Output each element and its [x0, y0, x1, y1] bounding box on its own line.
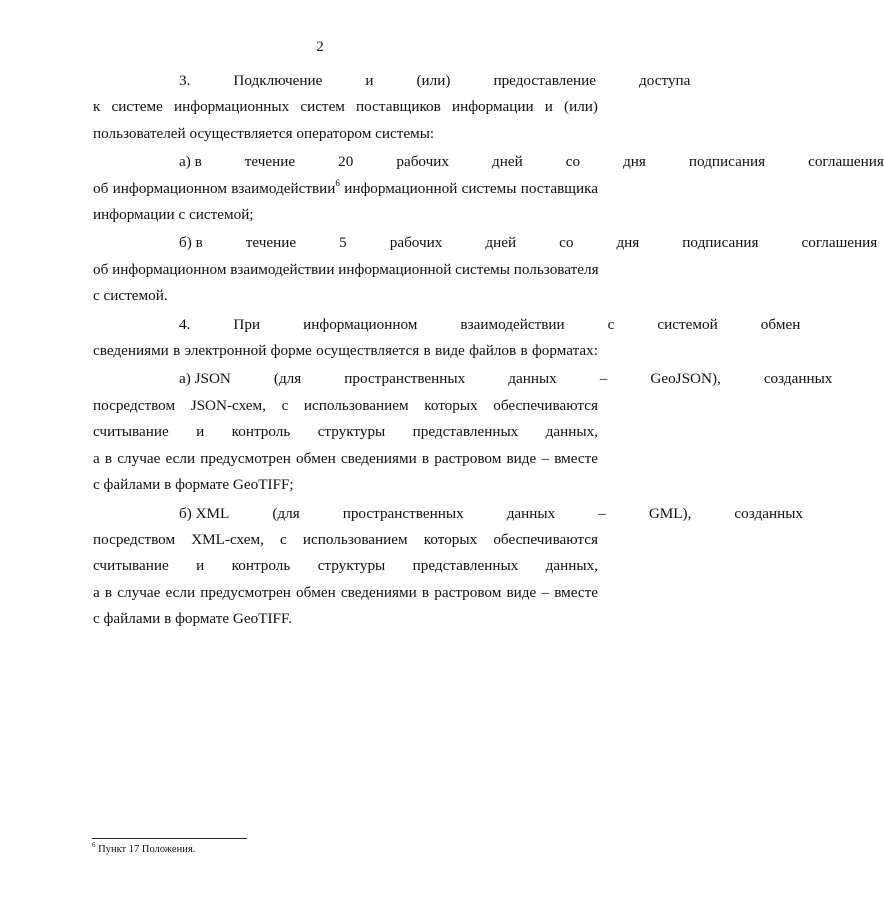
word: JSON-схем, [190, 396, 266, 414]
word: данных [506, 504, 556, 522]
word: и [196, 557, 205, 575]
word: дня [616, 234, 640, 252]
paragraph-4-line-1 [93, 312, 801, 338]
paragraph-4b [93, 501, 804, 633]
word: обмен [760, 315, 801, 333]
paragraph-4b-line-5: с файлами в формате GeoTIFF. [93, 610, 293, 628]
footnote [92, 840, 196, 857]
text-fragment: об информационном взаимодействии [93, 179, 336, 197]
paragraph-3a [93, 149, 884, 228]
footnote-marker: 6 [92, 840, 96, 849]
paragraph-3 [93, 68, 691, 147]
word: структуры [317, 557, 386, 575]
footnote-separator [92, 838, 247, 839]
word: пространственных [344, 370, 466, 388]
word: считывание [93, 423, 169, 441]
word: рабочих [396, 153, 449, 171]
word: – [599, 370, 608, 388]
paragraph-4 [93, 312, 801, 365]
word: (для [272, 504, 300, 522]
page-number: 2 [316, 39, 324, 55]
word: соглашения [808, 153, 884, 171]
word: GML), [648, 504, 692, 522]
word: пространственных [342, 504, 464, 522]
word: – [598, 504, 606, 522]
word: информационном [303, 315, 418, 333]
paragraph-4-line-2: сведениями в электронной форме осуществляется в виде файлов в форматах: [93, 342, 598, 360]
word: и [196, 423, 205, 441]
word: с [607, 315, 615, 333]
word: подписания [688, 153, 766, 171]
word: структуры [317, 423, 386, 441]
paragraph-4a-line-4: а в случае если предусмотрен обмен сведениями в растровом виде – вместе [93, 449, 598, 467]
paragraph-4a-line-2 [93, 393, 598, 419]
word: течение [244, 153, 296, 171]
word: 4. [179, 315, 191, 333]
word: созданных [763, 370, 833, 388]
paragraph-3b-line-2: об информационном взаимодействии информационной системы пользователя [93, 260, 599, 278]
word: дня [623, 153, 646, 171]
word: использованием [302, 530, 408, 548]
paragraph-3a-line-2 [93, 176, 598, 202]
word: контроль [231, 423, 291, 441]
word: представленных [412, 423, 519, 441]
paragraph-3-line-1 [93, 68, 691, 94]
word: которых [423, 530, 478, 548]
word: считывание [93, 557, 169, 575]
word: данных, [545, 423, 598, 441]
word: данных, [545, 557, 598, 575]
word: с [280, 530, 287, 548]
paragraph-3b-line-1 [93, 230, 878, 256]
paragraph-3-line-2: к системе информационных систем поставщиков информации и (или) [93, 98, 598, 116]
word: посредством [93, 530, 176, 548]
paragraph-4b-line-2 [93, 527, 598, 553]
word: предоставление [493, 72, 596, 89]
word: и [365, 72, 374, 89]
word: (для [273, 370, 302, 388]
paragraph-4a-line-3 [93, 419, 598, 445]
word: б) XML [179, 504, 230, 522]
word: которых [424, 396, 478, 414]
word: 20 [338, 153, 354, 171]
word: данных [508, 370, 557, 388]
paragraph-4b-line-4: а в случае если предусмотрен обмен сведениями в растровом виде – вместе [93, 583, 598, 601]
paragraph-4a-line-5: с файлами в формате GeoTIFF; [93, 476, 294, 494]
word: дней [491, 153, 523, 171]
word: с [281, 396, 289, 414]
word: подписания [682, 234, 759, 252]
word: Подключение [233, 72, 323, 89]
footnote-text: Пункт 17 Положения. [95, 844, 196, 855]
paragraph-4b-line-1 [93, 501, 804, 527]
word: взаимодействии [460, 315, 565, 333]
word: доступа [639, 72, 691, 89]
word: обеспечиваются [493, 530, 598, 548]
word: б) в [179, 234, 203, 252]
footnote-reference: 6 [335, 177, 340, 188]
paragraph-4b-line-3 [93, 553, 598, 579]
paragraph-4a-line-1 [93, 366, 833, 392]
paragraph-4a [93, 366, 833, 498]
word: 3. [179, 72, 191, 89]
word: рабочих [389, 234, 443, 252]
word: представленных [412, 557, 519, 575]
word: контроль [231, 557, 291, 575]
document-body [93, 68, 884, 633]
word: GeoJSON), [650, 370, 721, 388]
paragraph-3-line-3: пользователей осуществляется оператором системы: [93, 124, 435, 142]
word: созданных [734, 504, 804, 522]
word: использованием [303, 396, 409, 414]
word: посредством [93, 396, 176, 414]
word: При [233, 315, 261, 333]
word: (или) [416, 72, 451, 89]
word: 5 [339, 234, 347, 252]
word: а) в [179, 153, 202, 171]
word: соглашения [801, 234, 878, 252]
word: обеспечиваются [493, 396, 598, 414]
word: течение [245, 234, 297, 252]
word: со [559, 234, 574, 252]
word: со [565, 153, 581, 171]
paragraph-3a-line-3: информации с системой; [93, 206, 254, 224]
paragraph-3a-line-1 [93, 149, 884, 175]
paragraph-3b-line-3: с системой. [93, 287, 168, 305]
word: а) JSON [179, 370, 231, 388]
paragraph-3b [93, 230, 878, 309]
word: дней [485, 234, 517, 252]
word: системой [657, 315, 718, 333]
text-fragment: информационной системы поставщика [339, 179, 598, 197]
word: XML-схем, [191, 530, 264, 548]
